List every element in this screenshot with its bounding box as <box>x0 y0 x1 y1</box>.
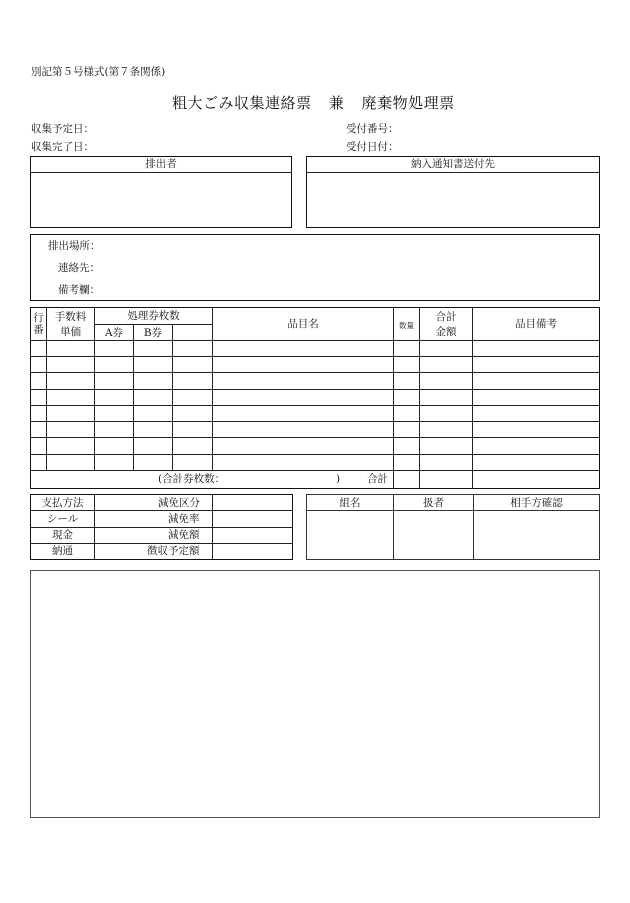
col-quantity: 数量 <box>399 321 414 330</box>
footer-total-label: 合計 <box>367 473 388 485</box>
col-fee-2: 単価 <box>60 326 81 338</box>
handler-label: 扱者 <box>423 497 444 509</box>
group-name-label: 組名 <box>339 497 361 509</box>
counterparty-confirm-label: 相手方確認 <box>510 497 563 509</box>
collect-completed-date-label: 収集完了日： <box>31 141 94 153</box>
form-title-sub: 廃棄物処理票 <box>361 94 455 112</box>
payment-method-label: 支払方法 <box>41 497 84 509</box>
discharge-place-label: 排出場所： <box>48 240 101 252</box>
notes-area[interactable] <box>30 570 600 818</box>
col-ticket-b: B券 <box>143 327 163 339</box>
exempt-class-label: 減免区分 <box>158 497 200 509</box>
col-item-name: 品目名 <box>287 318 319 330</box>
collect-planned-date-label: 収集予定日： <box>31 123 94 135</box>
col-fee-1: 手数料 <box>54 311 87 323</box>
discharge-location-box[interactable] <box>30 234 600 301</box>
col-tickets: 処理券枚数 <box>127 310 180 322</box>
remarks-label: 備考欄： <box>58 284 100 296</box>
contact-label: 連絡先： <box>58 262 100 274</box>
footer-close-paren: ) <box>336 473 341 485</box>
form-title <box>172 92 455 113</box>
notice-destination-label: 納入通知書送付先 <box>411 158 495 170</box>
form-title-main: 粗大ごみ収集連絡票 <box>172 94 312 112</box>
exempt-amount-label: 減免額 <box>168 529 200 541</box>
footer-total-tickets-label: (合計券枚数： <box>158 473 226 485</box>
seal-label: シール <box>46 513 79 525</box>
col-item-remarks: 品目備考 <box>515 318 557 330</box>
col-total-2: 金額 <box>435 326 457 338</box>
form-title-separator: 兼 <box>328 94 345 112</box>
receipt-date-label: 受付日付： <box>346 141 399 153</box>
discharger-label: 排出者 <box>145 158 177 170</box>
cash-label: 現金 <box>52 529 73 541</box>
exempt-rate-label: 減免率 <box>168 513 200 525</box>
col-ticket-a: A券 <box>104 327 124 339</box>
planned-collect-amount-label: 徴収予定額 <box>147 545 200 557</box>
col-row-number-1: 行 <box>33 312 44 324</box>
col-row-number-2: 番 <box>33 324 44 336</box>
receipt-number-label: 受付番号： <box>346 123 399 135</box>
form-reference: 別記第５号様式(第７条関係) <box>31 66 166 78</box>
payslip-label: 納通 <box>52 545 73 557</box>
col-total-1: 合計 <box>435 311 457 323</box>
